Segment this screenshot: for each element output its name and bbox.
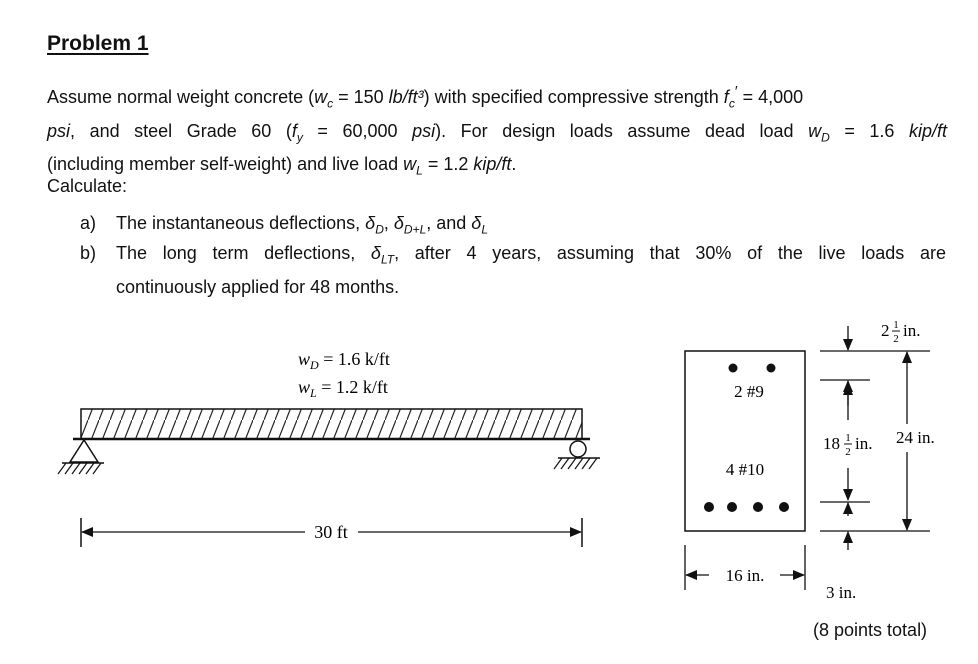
statement-line-2: psi, and steel Grade 60 ($f_y = 60,000$ psi). For design loads assume dead load $w_D = 1.6$ kip/ft — [47, 120, 947, 145]
pin-support — [58, 440, 104, 474]
problem-title: Problem 1 — [47, 32, 149, 55]
bottom-bar — [753, 502, 763, 512]
bottom-bars-label: 4 #10 — [725, 460, 765, 479]
section-width-dimension — [685, 545, 805, 590]
calculate-label: Calculate: — [47, 176, 128, 196]
section-depth-dimensions — [820, 319, 935, 602]
span-dimension — [81, 518, 582, 547]
top-cover-denominator: 2 — [893, 333, 899, 345]
beam-diagram — [58, 349, 600, 547]
question-b: b) The long term deflections, $\delta_{LT}$, after 4 years, assuming that 30% of the live loads are continuously applied for 48 months. — [80, 243, 947, 297]
effective-depth-unit: in. — [855, 434, 873, 453]
statement-line-3: (including member self-weight) and live load $w_L = 1.2$ kip/ft. — [47, 154, 517, 178]
section-width-label: 16 in. — [725, 566, 765, 585]
top-bar — [767, 364, 776, 373]
top-cover-numerator: 1 — [893, 319, 899, 331]
effective-depth-label: 18 — [823, 434, 840, 453]
total-depth-label: 24 in. — [896, 428, 935, 447]
question-a: a) The instantaneous deflections, $\delta_D$, $\delta_{D+L}$, and $\delta_L$ — [80, 213, 488, 237]
span-label: 30 ft — [314, 522, 348, 542]
dead-load-label: $w_D = 1.6$ k/ft — [298, 349, 390, 372]
top-bar — [729, 364, 738, 373]
points-total: (8 points total) — [813, 620, 928, 640]
roller-support — [554, 441, 600, 469]
bottom-bar — [704, 502, 714, 512]
effective-depth-denominator: 2 — [845, 446, 851, 458]
top-cover-label: 2 — [881, 321, 890, 340]
top-bars-label: 2 #9 — [734, 382, 764, 401]
live-load-label: $w_L = 1.2$ k/ft — [298, 377, 388, 400]
distributed-load-block — [81, 409, 582, 439]
cross-section-diagram — [685, 319, 935, 602]
bottom-cover-label: 3 in. — [826, 583, 857, 602]
effective-depth-numerator: 1 — [845, 432, 851, 444]
top-cover-unit: in. — [903, 321, 921, 340]
bottom-bar — [779, 502, 789, 512]
statement-line-1: Assume normal weight concrete ($w_c = 150$ lb/ft³) with specified compressive strength $f_c' = 4,000$ — [47, 83, 804, 111]
bottom-bar — [727, 502, 737, 512]
